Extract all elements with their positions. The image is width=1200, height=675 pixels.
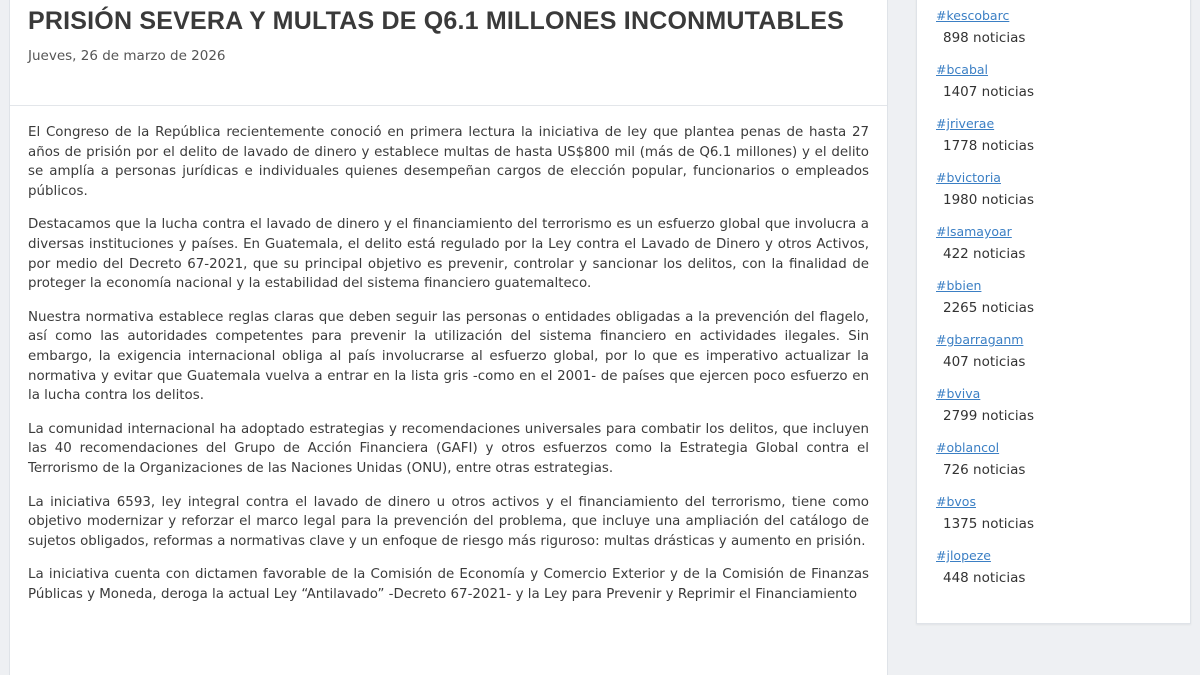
article-paragraph: Nuestra normativa establece reglas claras que deben seguir las personas o entidades obligadas a la prevención del flagelo, así como las autoridades competentes para prevenir la utilización del sistema financiero en actividades ilegales. Sin embargo, la exigencia internacional obliga al país involucrarse al esfuerzo global, por lo que es imperativo actualizar la normativa y evitar que Guatemala vuelva a entrar en la lista gris -como en el 2001- de países que ejercen poco esfuerzo en la lucha contra los delitos.	[28, 309, 869, 404]
tag-link-bvictoria[interactable]: #bvictoria	[936, 170, 1001, 185]
tag-count: 898 noticias	[943, 30, 1026, 46]
tag-count: 407 noticias	[943, 354, 1026, 370]
article-body	[10, 106, 887, 604]
tag-count: 422 noticias	[943, 246, 1026, 262]
article-header	[10, 0, 887, 106]
tag-count: 1980 noticias	[943, 192, 1034, 208]
tag-count: 2265 noticias	[943, 300, 1034, 316]
tag-list	[917, 0, 1190, 602]
article-paragraph-indented: La iniciativa cuenta con dictamen favorable de la Comisión de Economía y Comercio Exterior y de la Comisión de Finanzas Públicas y Moneda, deroga la actual Ley “Antilavado” -Decreto 67-2021- y la Ley para Prevenir y Reprimir el Financiamiento	[28, 567, 869, 602]
tag-count: 1778 noticias	[943, 138, 1034, 154]
tag-item	[936, 8, 1190, 62]
article-paragraph: El Congreso de la República recientemente conoció en primera lectura la iniciativa de ley que plantea penas de hasta 27 años de prisión por el delito de lavado de dinero y establece multas de hasta US$800 mil (más de Q6.1 millones) y el delito se amplía a personas jurídicas e individuales quienes desempeñan cargos de elección popular, funcionarios o empleados públicos.	[28, 125, 869, 199]
tag-link-bbien[interactable]: #bbien	[936, 278, 982, 293]
article-card	[9, 0, 888, 675]
tag-count: 1407 noticias	[943, 84, 1034, 100]
tag-item	[936, 62, 1190, 116]
tag-count: 448 noticias	[943, 570, 1026, 586]
tag-item	[936, 170, 1190, 224]
tag-item	[936, 548, 1190, 602]
tag-link-kescobarc[interactable]: #kescobarc	[936, 8, 1010, 23]
tag-link-jlopeze[interactable]: #jlopeze	[936, 548, 991, 563]
tag-count: 726 noticias	[943, 462, 1026, 478]
tags-sidebar	[916, 0, 1191, 624]
tag-link-bcabal[interactable]: #bcabal	[936, 62, 989, 77]
tag-item	[936, 494, 1190, 548]
tag-item	[936, 386, 1190, 440]
article-date: Jueves, 26 de marzo de 2026	[28, 48, 226, 64]
tag-count: 2799 noticias	[943, 408, 1034, 424]
article-paragraph: Destacamos que la lucha contra el lavado de dinero y el financiamiento del terrorismo es un esfuerzo global que involucra a diversas instituciones y países. En Guatemala, el delito está regulado por la Ley contra el Lavado de Dinero y otros Activos, por medio del Decreto 67-2021, que su principal objetivo es prevenir, controlar y sancionar los delitos, con la finalidad de proteger la economía nacional y la estabilidad del sistema financiero guatemalteco.	[28, 217, 869, 292]
tag-link-bviva[interactable]: #bviva	[936, 386, 981, 401]
tag-item	[936, 332, 1190, 386]
article-paragraph-indented: La comunidad internacional ha adoptado estrategias y recomendaciones universales para combatir los delitos, que incluyen las 40 recomendaciones del Grupo de Acción Financiera (GAFI) y otros esfuerzos como la Estrategia Global contra el Terrorismo de la Organizaciones de las Naciones Unidas (ONU), entre otras estrategias.	[28, 421, 869, 476]
tag-item	[936, 440, 1190, 494]
tag-link-bvos[interactable]: #bvos	[936, 494, 976, 509]
tag-item	[936, 224, 1190, 278]
tag-count: 1375 noticias	[943, 516, 1034, 532]
tag-item	[936, 278, 1190, 332]
tag-link-jriverae[interactable]: #jriverae	[936, 116, 995, 131]
tag-link-lsamayoar[interactable]: #lsamayoar	[936, 224, 1012, 239]
tag-link-gbarraganm[interactable]: #gbarraganm	[936, 332, 1024, 347]
tag-link-oblancol[interactable]: #oblancol	[936, 440, 1000, 455]
tag-item	[936, 116, 1190, 170]
article-paragraph-indented: La iniciativa 6593, ley integral contra el lavado de dinero u otros activos y el financiamiento del terrorismo, tiene como objetivo modernizar y reforzar el marco legal para la prevención del problema, que incluye una ampliación del catálogo de sujetos obligados, reformas a normativas clave y un enfoque de riesgo más riguroso: multas drásticas y aumento en prisión.	[28, 494, 869, 549]
article-title: PRISIÓN SEVERA Y MULTAS DE Q6.1 MILLONES INCONMUTABLES	[28, 7, 844, 35]
